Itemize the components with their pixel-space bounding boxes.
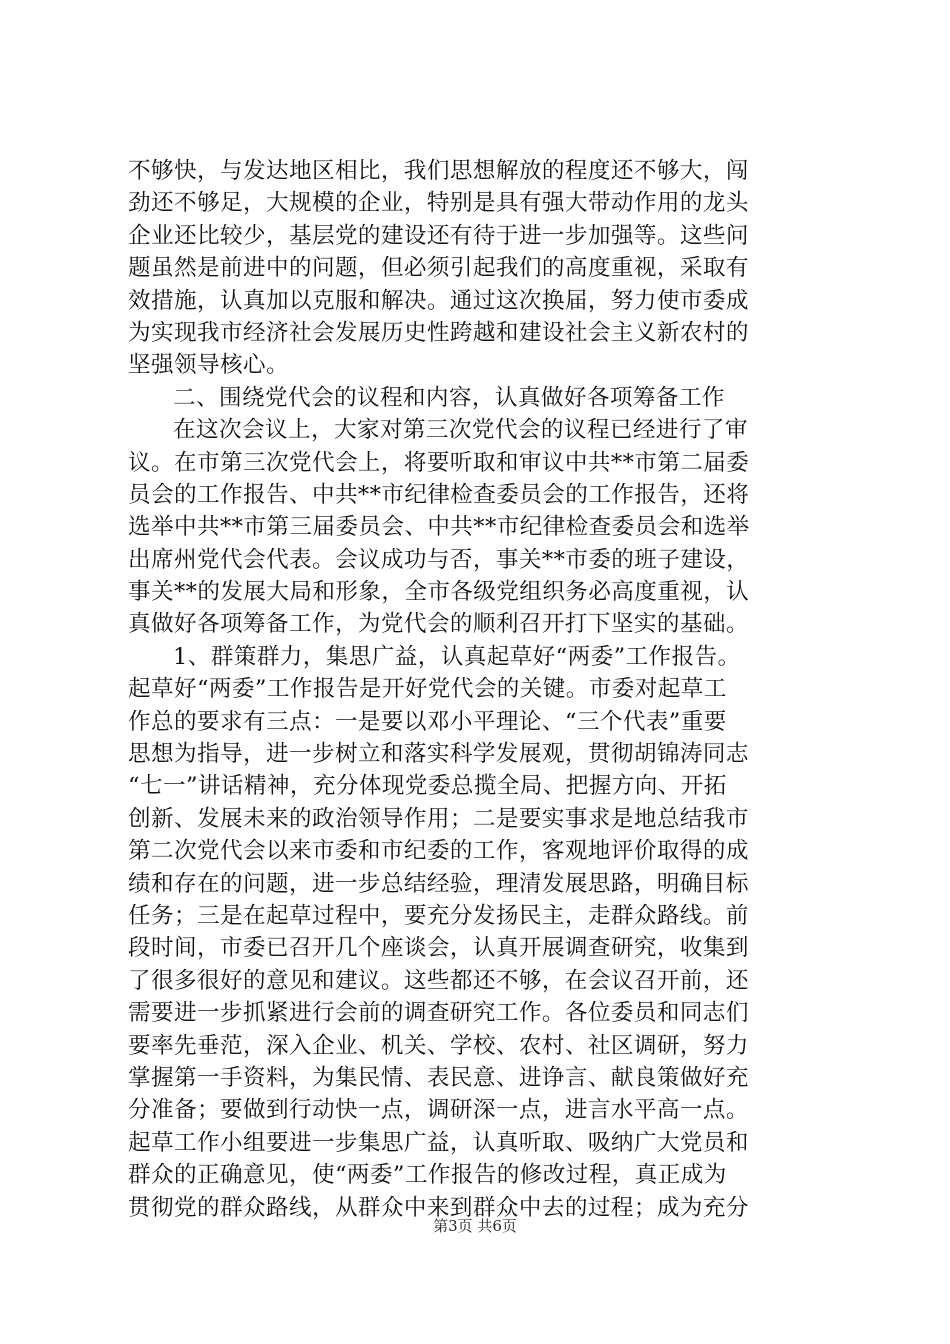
text-line: 不够快，与发达地区相比，我们思想解放的程度还不够大，闯 bbox=[128, 158, 749, 184]
body-text bbox=[128, 155, 828, 1224]
text-line: 出席州党代会代表。会议成功与否，事关**市委的班子建设， bbox=[128, 546, 750, 573]
text-line: 要率先垂范，深入企业、机关、学校、农村、社区调研，努力 bbox=[128, 1032, 749, 1059]
text-line: 题虽然是前进中的问题，但必须引起我们的高度重视，采取有 bbox=[128, 255, 749, 282]
text-line: 思想为指导，进一步树立和落实科学发展观，贯彻胡锦涛同志 bbox=[128, 741, 749, 768]
text-line: 了很多很好的意见和建议。这些都还不够，在会议召开前，还 bbox=[128, 967, 749, 994]
text-line: 在这次会议上，大家对第三次党代会的议程已经进行了审 bbox=[173, 417, 748, 444]
text-line: 二、围绕党代会的议程和内容，认真做好各项筹备工作 bbox=[173, 384, 725, 411]
text-line: 为实现我市经济社会发展历史性跨越和建设社会主义新农村的 bbox=[128, 319, 749, 346]
text-line: 贯彻党的群众路线，从群众中来到群众中去的过程；成为充分 bbox=[128, 1194, 749, 1221]
text-line: 效措施，认真加以克服和解决。通过这次换届，努力使市委成 bbox=[128, 287, 749, 314]
text-line: 需要进一步抓紧进行会前的调查研究工作。各位委员和同志们 bbox=[128, 1000, 749, 1027]
text-line: 第二次党代会以来市委和市纪委的工作，客观地评价取得的成 bbox=[128, 838, 749, 865]
text-line: 群众的正确意见，使“两委”工作报告的修改过程，真正成为 bbox=[128, 1162, 727, 1189]
text-line: 起草工作小组要进一步集思广益，认真听取、吸纳广大党员和 bbox=[128, 1129, 749, 1156]
text-line: 掌握第一手资料，为集民情、表民意、进诤言、献良策做好充 bbox=[128, 1064, 749, 1091]
text-line: 任务；三是在起草过程中，要充分发扬民主，走群众路线。前 bbox=[128, 902, 749, 929]
text-line: 真做好各项筹备工作，为党代会的顺利召开打下坚实的基础。 bbox=[128, 611, 749, 638]
text-line: 员会的工作报告、中共**市纪律检查委员会的工作报告，还将 bbox=[128, 481, 750, 508]
text-line: 1、群策群力，集思广益，认真起草好“两委”工作报告。 bbox=[173, 643, 741, 670]
page-footer: 第3页 共6页 bbox=[433, 1217, 517, 1235]
text-line: 劲还不够足，大规模的企业，特别是具有强大带动作用的龙头 bbox=[128, 190, 749, 217]
text-line: 起草好“两委”工作报告是开好党代会的关键。市委对起草工 bbox=[128, 676, 727, 703]
text-line: “七一”讲话精神，充分体现党委总揽全局、把握方向、开拓 bbox=[128, 773, 727, 800]
text-line: 议。在市第三次党代会上，将要听取和审议中共**市第二届委 bbox=[128, 449, 750, 476]
text-line: 段时间，市委已召开几个座谈会，认真开展调查研究，收集到 bbox=[128, 935, 749, 962]
text-line: 作总的要求有三点：一是要以邓小平理论、“三个代表”重要 bbox=[128, 708, 727, 735]
text-line: 分准备；要做到行动快一点，调研深一点，进言水平高一点。 bbox=[128, 1097, 749, 1124]
text-line: 绩和存在的问题，进一步总结经验，理清发展思路，明确目标 bbox=[128, 870, 749, 897]
text-line: 企业还比较少，基层党的建设还有待于进一步加强等。这些问 bbox=[128, 222, 749, 249]
text-line: 坚强领导核心。 bbox=[128, 352, 289, 379]
text-line: 选举中共**市第三届委员会、中共**市纪律检查委员会和选举 bbox=[128, 514, 750, 541]
text-line: 事关**的发展大局和形象，全市各级党组织务必高度重视，认 bbox=[128, 579, 750, 606]
text-line: 创新、发展未来的政治领导作用；二是要实事求是地总结我市 bbox=[128, 805, 749, 832]
